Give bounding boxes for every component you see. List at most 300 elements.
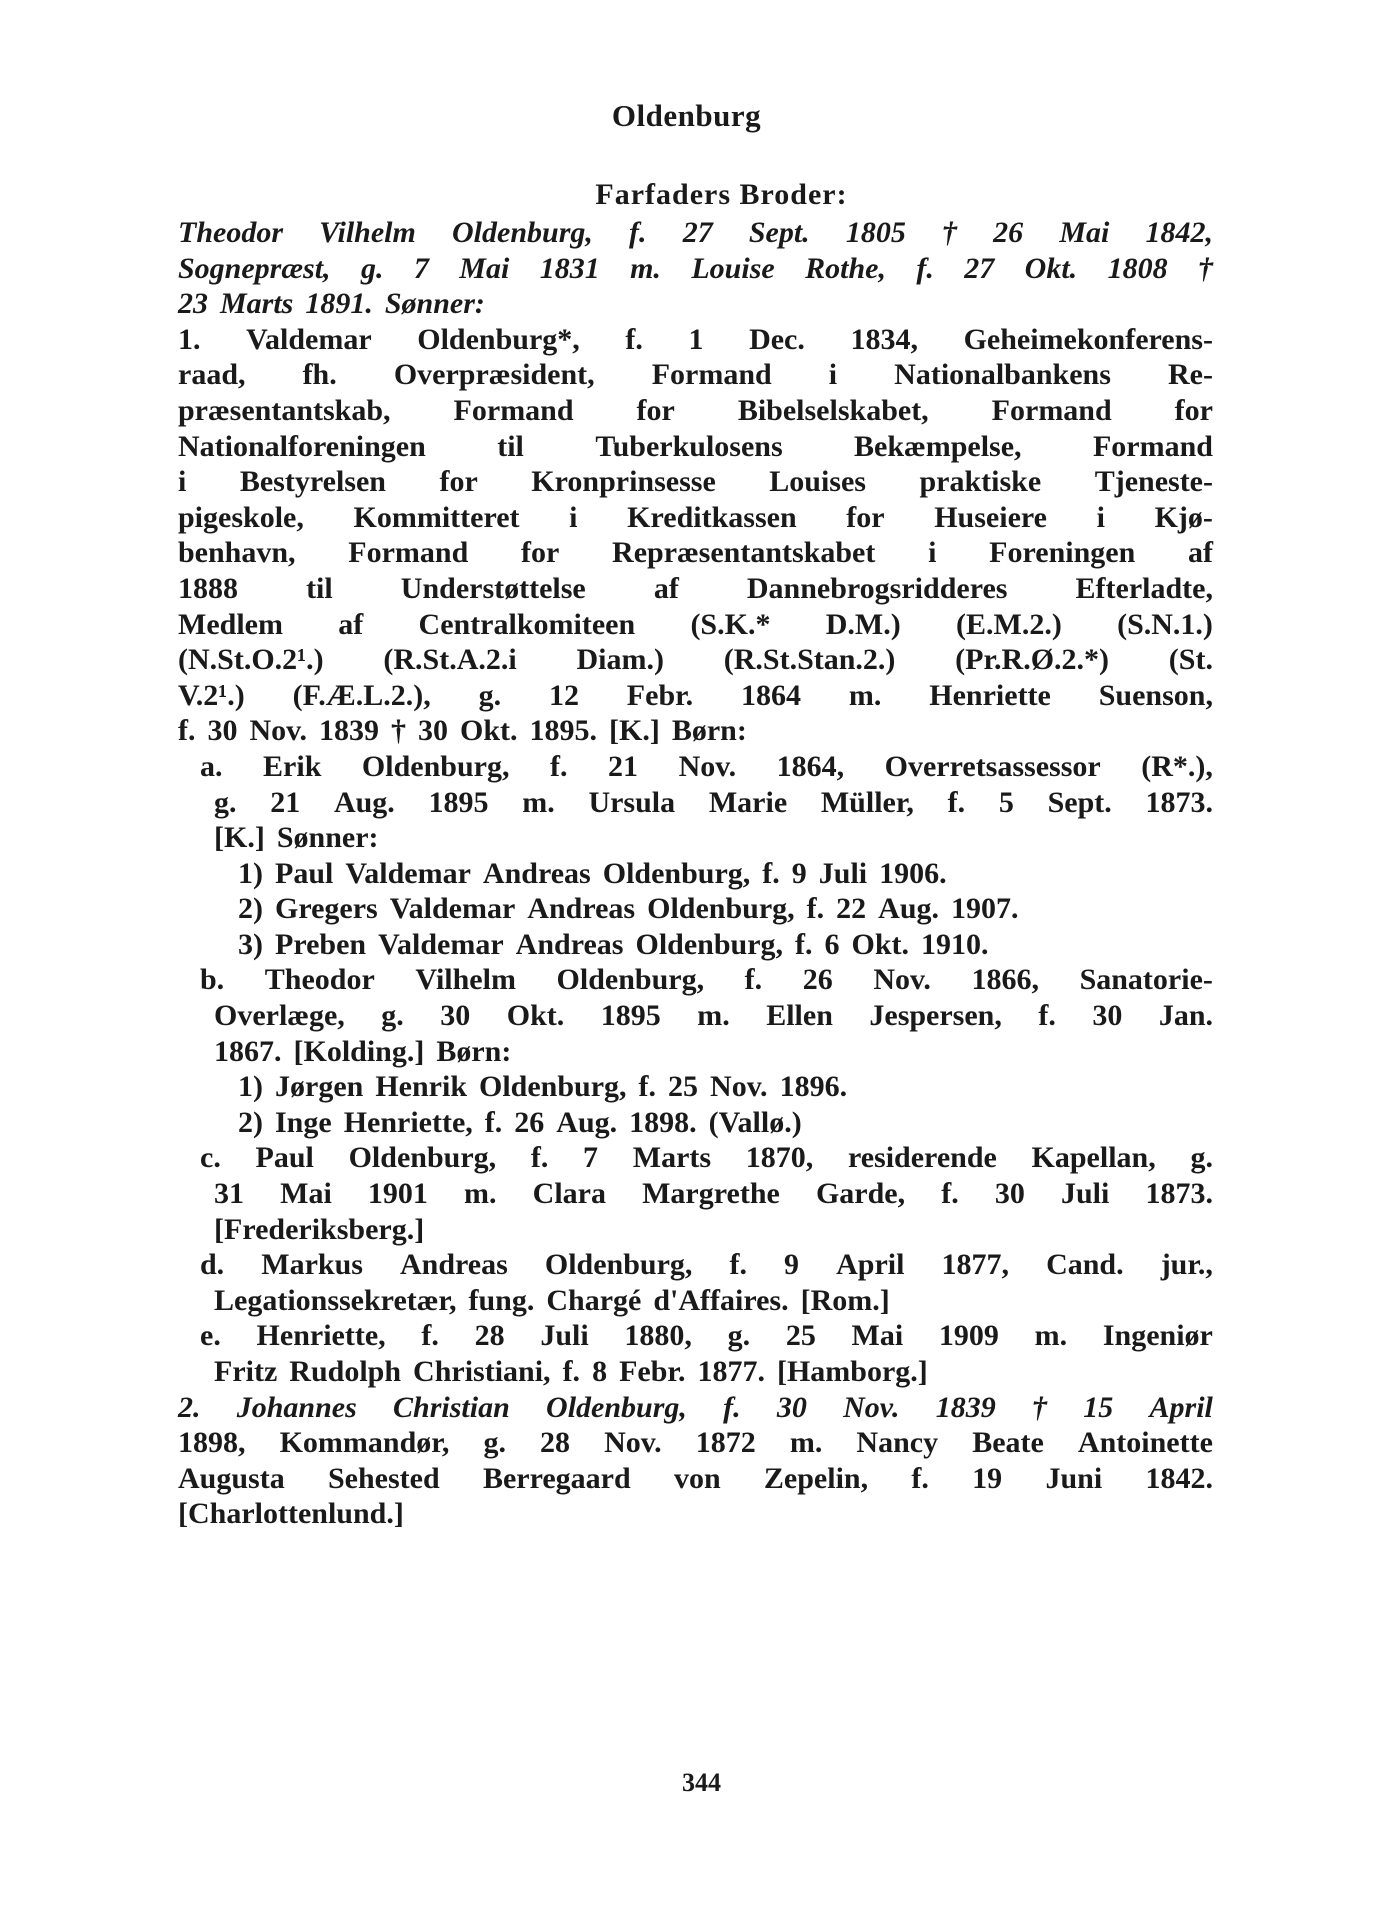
word: Jespersen, bbox=[869, 999, 1002, 1033]
word: 30 bbox=[776, 1390, 807, 1424]
word: 1) bbox=[238, 1070, 263, 1104]
word: † bbox=[1197, 251, 1213, 285]
word: Gregers bbox=[275, 892, 378, 926]
word: Tjeneste- bbox=[1094, 465, 1213, 499]
word: Geheimekonferens- bbox=[963, 322, 1213, 356]
word: raad, bbox=[178, 358, 246, 392]
word: f. bbox=[421, 1319, 439, 1353]
word: 1898. bbox=[629, 1105, 697, 1139]
word: Overlæge, bbox=[214, 999, 345, 1033]
word: Andreas bbox=[482, 856, 591, 890]
word: Erik bbox=[263, 749, 322, 783]
word: Febr. bbox=[619, 1355, 686, 1388]
word: Preben bbox=[275, 927, 367, 961]
word: Ursula bbox=[588, 785, 676, 819]
word: (Pr.R.Ø.2.*) bbox=[955, 643, 1110, 677]
text-line bbox=[178, 357, 1213, 393]
text-line bbox=[178, 464, 1213, 500]
text-line bbox=[178, 1247, 1213, 1283]
word: 2. bbox=[178, 1390, 201, 1424]
word: Diam.) bbox=[576, 643, 664, 677]
word: 21 bbox=[270, 785, 301, 819]
text-line bbox=[178, 1425, 1213, 1461]
word: m. bbox=[522, 785, 555, 819]
word: 30 bbox=[994, 1177, 1025, 1211]
word: Paul bbox=[275, 856, 334, 890]
word: Nationalbankens bbox=[894, 358, 1111, 392]
word: Bestyrelsen bbox=[239, 465, 386, 499]
text-line bbox=[178, 927, 1213, 963]
word: g. bbox=[214, 785, 237, 819]
word: 1866, bbox=[971, 963, 1039, 997]
word: Nationalforeningen bbox=[178, 429, 426, 463]
word: Andreas bbox=[400, 1248, 508, 1282]
word: (R.St.A.2.i bbox=[383, 643, 517, 677]
word: m. bbox=[464, 1177, 497, 1211]
text-line bbox=[178, 1034, 1213, 1070]
word: Mai bbox=[459, 251, 510, 285]
text-line bbox=[178, 678, 1213, 714]
word: 12 bbox=[548, 678, 579, 712]
word: Margrethe bbox=[642, 1177, 780, 1211]
word: April bbox=[836, 1248, 905, 1282]
word: (R*.), bbox=[1141, 749, 1213, 783]
word: [Kolding.] bbox=[293, 1034, 425, 1068]
word: Kreditkassen bbox=[627, 500, 797, 534]
word: f. bbox=[947, 785, 966, 819]
word: Cand. bbox=[1046, 1248, 1124, 1282]
word: m. bbox=[630, 251, 661, 285]
word: Oldenburg*, bbox=[417, 322, 580, 356]
word: i bbox=[569, 500, 578, 534]
word: Nov. bbox=[710, 1070, 768, 1104]
word: 1839 bbox=[935, 1390, 996, 1424]
word: Fritz bbox=[214, 1355, 278, 1388]
word: g. bbox=[727, 1319, 751, 1353]
word: i bbox=[178, 465, 187, 499]
word: Ellen bbox=[766, 999, 833, 1033]
word: 26 bbox=[514, 1105, 545, 1139]
word: for bbox=[1174, 393, 1213, 427]
word: Formand bbox=[453, 393, 574, 427]
text-line bbox=[178, 429, 1213, 465]
word: † bbox=[1032, 1390, 1048, 1424]
word: (Vallø.) bbox=[708, 1105, 802, 1139]
word: Müller, bbox=[820, 785, 914, 819]
word: f. bbox=[484, 1105, 503, 1139]
word: Sehested bbox=[327, 1461, 440, 1495]
text-line bbox=[178, 749, 1213, 785]
word: Centralkomiteen bbox=[418, 607, 636, 641]
word: Mai bbox=[1059, 216, 1110, 249]
word: Medlem bbox=[178, 607, 283, 641]
word: Nov. bbox=[843, 1390, 900, 1424]
word: jur., bbox=[1160, 1248, 1213, 1282]
word: Oldenburg, bbox=[556, 963, 705, 997]
text-line bbox=[178, 1283, 1213, 1319]
word: i bbox=[928, 536, 937, 570]
text-line bbox=[178, 393, 1213, 429]
word: Formand bbox=[651, 358, 772, 392]
word: Oldenburg, bbox=[348, 1141, 497, 1175]
word: 28 bbox=[474, 1319, 505, 1353]
word: 1877, bbox=[941, 1248, 1010, 1282]
word: Markus bbox=[261, 1248, 363, 1282]
word: a. bbox=[200, 749, 223, 783]
word: f. bbox=[911, 1461, 929, 1495]
word: Louises bbox=[769, 465, 866, 499]
word: Oldenburg, bbox=[544, 1248, 693, 1282]
word: Juli bbox=[818, 856, 868, 890]
word: 1842. bbox=[1145, 1461, 1213, 1495]
word: Beate bbox=[972, 1426, 1044, 1460]
word: 1910. bbox=[921, 927, 989, 961]
word: Kjø- bbox=[1154, 500, 1213, 534]
word: præsentantskab, bbox=[178, 393, 391, 427]
word: fh. bbox=[302, 358, 337, 392]
word: f. bbox=[806, 892, 825, 926]
word: Sønner: bbox=[384, 287, 485, 321]
word: 7 bbox=[583, 1141, 599, 1175]
word: [Hamborg.] bbox=[776, 1355, 928, 1388]
word: Andreas bbox=[515, 927, 624, 961]
word: 25 bbox=[668, 1070, 699, 1104]
word: 1842, bbox=[1145, 216, 1213, 249]
word: 2) bbox=[238, 892, 263, 926]
word: D.M.) bbox=[825, 607, 901, 641]
word: 1895. bbox=[529, 714, 598, 748]
word: (S.N.1.) bbox=[1117, 607, 1213, 641]
word: Kommandør, bbox=[279, 1426, 450, 1460]
entry-text bbox=[178, 215, 1213, 1532]
word: 1898, bbox=[178, 1426, 246, 1460]
word: 30 bbox=[418, 714, 449, 748]
word: f. bbox=[550, 749, 568, 783]
word: g. bbox=[360, 251, 384, 285]
word: til bbox=[306, 571, 333, 605]
word: 1877. bbox=[697, 1355, 765, 1388]
word: Oldenburg, bbox=[647, 892, 795, 926]
word: f. bbox=[562, 1355, 581, 1388]
word: Overpræsident, bbox=[393, 358, 595, 392]
word: (N.St.O.2¹.) bbox=[178, 643, 324, 677]
word: 1839 bbox=[319, 714, 380, 748]
word: 9 bbox=[791, 856, 807, 890]
word: e. bbox=[200, 1319, 221, 1353]
word: 5 bbox=[998, 785, 1014, 819]
word: Chargé bbox=[546, 1283, 642, 1317]
word: 1. bbox=[178, 322, 201, 356]
word: Okt. bbox=[851, 927, 910, 961]
word: 6 bbox=[824, 927, 840, 961]
word: Andreas bbox=[527, 892, 636, 926]
word: f. bbox=[795, 927, 813, 961]
word: Dec. bbox=[749, 322, 805, 356]
word: for bbox=[521, 536, 560, 570]
word: c. bbox=[200, 1141, 221, 1175]
word: m. bbox=[1034, 1319, 1068, 1353]
word: Jan. bbox=[1158, 999, 1213, 1033]
word: Marts bbox=[632, 1141, 712, 1175]
text-line bbox=[178, 1354, 1213, 1390]
word: f. bbox=[723, 1390, 741, 1424]
text-line bbox=[178, 251, 1213, 287]
word: Antoinette bbox=[1077, 1426, 1213, 1460]
word: April bbox=[1149, 1390, 1213, 1424]
word: Henrik bbox=[375, 1070, 467, 1104]
word: 27 bbox=[682, 216, 713, 249]
word: 8 bbox=[592, 1355, 608, 1388]
word: 1) bbox=[238, 856, 263, 890]
word: i bbox=[828, 358, 838, 392]
word: Marie bbox=[708, 785, 788, 819]
word: f. bbox=[625, 322, 643, 356]
word: pigeskole, bbox=[178, 500, 304, 534]
word: 22 bbox=[836, 892, 867, 926]
word: d'Affaires. bbox=[653, 1283, 789, 1317]
word: Bibelselskabet, bbox=[737, 393, 929, 427]
word: Repræsentantskabet bbox=[612, 536, 876, 570]
word: 27 bbox=[964, 251, 995, 285]
word: for bbox=[439, 465, 478, 499]
word: residerende bbox=[847, 1141, 997, 1175]
word: Efterladte, bbox=[1075, 571, 1213, 605]
word: Re- bbox=[1167, 358, 1213, 392]
word: 1864 bbox=[741, 678, 802, 712]
word: 30 bbox=[440, 999, 471, 1033]
word: Mai bbox=[280, 1177, 332, 1211]
word: [Rom.] bbox=[800, 1283, 890, 1317]
word: Marts bbox=[220, 287, 294, 321]
word: Sognepræst, bbox=[178, 251, 331, 285]
word: 26 bbox=[802, 963, 833, 997]
word: Suenson, bbox=[1098, 678, 1213, 712]
word: Louise bbox=[691, 251, 775, 285]
word: 26 bbox=[993, 216, 1024, 249]
word: Oldenburg, bbox=[546, 1390, 687, 1424]
word: Tuberkulosens bbox=[595, 429, 783, 463]
word: Okt. bbox=[506, 999, 565, 1033]
word: 1864, bbox=[776, 749, 845, 783]
word: Aug. bbox=[556, 1105, 618, 1139]
word: Overretsassessor bbox=[884, 749, 1101, 783]
word: Okt. bbox=[1024, 251, 1078, 285]
word: Henriette, bbox=[343, 1105, 473, 1139]
word: af bbox=[338, 607, 364, 641]
word: (E.M.2.) bbox=[956, 607, 1062, 641]
word: 7 bbox=[413, 251, 429, 285]
word: † bbox=[942, 216, 957, 249]
word: Jørgen bbox=[275, 1070, 364, 1104]
word: 1 bbox=[688, 322, 704, 356]
word: f. bbox=[941, 1177, 959, 1211]
word: von bbox=[673, 1461, 721, 1495]
word: 1831 bbox=[539, 251, 600, 285]
word: Kapellan, bbox=[1031, 1141, 1156, 1175]
word: 1891. bbox=[305, 287, 373, 321]
word: [K.] bbox=[214, 821, 265, 855]
word: Nov. bbox=[873, 963, 931, 997]
word: Nov. bbox=[678, 749, 737, 783]
word: Mai bbox=[851, 1319, 904, 1353]
word: Febr. bbox=[626, 678, 694, 712]
word: 1834, bbox=[850, 322, 918, 356]
word: Rothe, bbox=[805, 251, 886, 285]
word: 30 bbox=[1092, 999, 1123, 1033]
word: 1872 bbox=[695, 1426, 756, 1460]
word: Understøttelse bbox=[400, 571, 586, 605]
word: 9 bbox=[784, 1248, 800, 1282]
word: benhavn, bbox=[178, 536, 296, 570]
word: Valdemar bbox=[378, 927, 504, 961]
word: 1873. bbox=[1145, 1177, 1213, 1211]
word: Sept. bbox=[1047, 785, 1112, 819]
word: Henriette, bbox=[256, 1319, 386, 1353]
word: Aug. bbox=[878, 892, 940, 926]
word: f. bbox=[729, 1248, 747, 1282]
word: Aug. bbox=[333, 785, 395, 819]
word: (R.St.Stan.2.) bbox=[723, 643, 896, 677]
word: Christiani, bbox=[413, 1355, 551, 1388]
word: Nov. bbox=[249, 714, 308, 748]
text-line bbox=[178, 891, 1213, 927]
word: praktiske bbox=[919, 465, 1042, 499]
word: 28 bbox=[540, 1426, 571, 1460]
word: Zepelin, bbox=[763, 1461, 869, 1495]
word: af bbox=[653, 571, 679, 605]
word: Sønner: bbox=[276, 821, 379, 855]
word: [K.] bbox=[609, 714, 660, 748]
word: Christian bbox=[393, 1390, 510, 1424]
word: (S.K.* bbox=[690, 607, 771, 641]
word: Augusta bbox=[178, 1461, 285, 1495]
word: for bbox=[636, 393, 675, 427]
word: f. bbox=[178, 714, 196, 748]
word: 23 bbox=[178, 287, 208, 321]
word: [Charlottenlund.] bbox=[178, 1497, 404, 1531]
word: Nov. bbox=[604, 1426, 662, 1460]
word: f. bbox=[530, 1141, 549, 1175]
word: g. bbox=[1190, 1141, 1213, 1175]
word: 1867. bbox=[214, 1034, 282, 1068]
word: 1909 bbox=[938, 1319, 999, 1353]
word: Juli bbox=[1060, 1177, 1110, 1211]
word: 25 bbox=[785, 1319, 816, 1353]
word: 30 bbox=[207, 714, 238, 748]
running-head: Oldenburg bbox=[611, 98, 762, 133]
word: f. bbox=[762, 856, 780, 890]
word: Legationssekretær, bbox=[214, 1283, 457, 1317]
text-line bbox=[178, 1318, 1213, 1354]
word: Oldenburg, bbox=[602, 856, 751, 890]
word: Formand bbox=[991, 393, 1112, 427]
text-line bbox=[178, 1390, 1213, 1426]
word: g. bbox=[483, 1426, 506, 1460]
text-line bbox=[178, 286, 1213, 322]
word: Valdemar bbox=[389, 892, 516, 926]
text-line bbox=[178, 713, 1213, 749]
text-line bbox=[178, 1212, 1213, 1248]
text-line bbox=[178, 856, 1213, 892]
text-line bbox=[178, 1496, 1213, 1532]
word: Vilhelm bbox=[319, 216, 416, 249]
word: m. bbox=[789, 1426, 823, 1460]
word: 2) bbox=[238, 1105, 263, 1139]
word: m. bbox=[697, 999, 730, 1033]
word: Paul bbox=[255, 1141, 314, 1175]
word: Vilhelm bbox=[415, 963, 516, 997]
text-line bbox=[178, 535, 1213, 571]
text-line bbox=[178, 215, 1213, 251]
word: (F.Æ.L.2.), bbox=[292, 678, 431, 712]
word: f. bbox=[744, 963, 763, 997]
word: Henriette bbox=[929, 678, 1051, 712]
word: Formand bbox=[348, 536, 469, 570]
word: 1907. bbox=[951, 892, 1019, 926]
word: Foreningen bbox=[989, 536, 1136, 570]
word: g. bbox=[381, 999, 404, 1033]
word: Valdemar bbox=[246, 322, 372, 356]
word: 1896. bbox=[779, 1070, 848, 1104]
word: Bekæmpelse, bbox=[854, 429, 1022, 463]
word: Oldenburg, bbox=[361, 749, 510, 783]
word: 1895 bbox=[600, 999, 661, 1033]
word: 21 bbox=[608, 749, 639, 783]
word: for bbox=[846, 500, 885, 534]
word: 1808 bbox=[1107, 251, 1168, 285]
word: V.2¹.) bbox=[178, 678, 245, 712]
word: 1895 bbox=[428, 785, 489, 819]
text-line bbox=[178, 1461, 1213, 1497]
word: 1901 bbox=[367, 1177, 428, 1211]
word: Oldenburg, bbox=[452, 216, 593, 249]
text-line bbox=[178, 607, 1213, 643]
word: Formand bbox=[1092, 429, 1213, 463]
section-heading: Farfaders Broder: bbox=[595, 178, 848, 211]
word: 1805 bbox=[845, 216, 906, 249]
word: f. bbox=[629, 216, 647, 249]
word: Johannes bbox=[236, 1390, 357, 1424]
word: 31 bbox=[214, 1177, 244, 1211]
text-line bbox=[178, 1069, 1213, 1105]
word: Sept. bbox=[748, 216, 810, 249]
word: Kommitteret bbox=[353, 500, 520, 534]
word: m. bbox=[848, 678, 882, 712]
word: 1880, bbox=[624, 1319, 692, 1353]
text-line bbox=[178, 642, 1213, 678]
text-line bbox=[178, 1105, 1213, 1141]
word: † bbox=[391, 714, 407, 748]
text-line bbox=[178, 962, 1213, 998]
word: [Frederiksberg.] bbox=[214, 1212, 425, 1246]
word: f. bbox=[916, 251, 934, 285]
text-line bbox=[178, 1176, 1213, 1212]
word: Kronprinsesse bbox=[531, 465, 716, 499]
word: Theodor bbox=[178, 216, 283, 249]
word: b. bbox=[200, 963, 225, 997]
word: 1870, bbox=[745, 1141, 814, 1175]
word: Clara bbox=[532, 1177, 606, 1211]
word: (St. bbox=[1168, 643, 1213, 677]
word: af bbox=[1188, 536, 1213, 570]
word: Berregaard bbox=[482, 1461, 631, 1495]
text-line bbox=[178, 571, 1213, 607]
word: Valdemar bbox=[345, 856, 471, 890]
text-line bbox=[178, 322, 1213, 358]
word: 1888 bbox=[178, 571, 238, 605]
text-line bbox=[178, 1140, 1213, 1176]
word: Inge bbox=[275, 1105, 332, 1139]
